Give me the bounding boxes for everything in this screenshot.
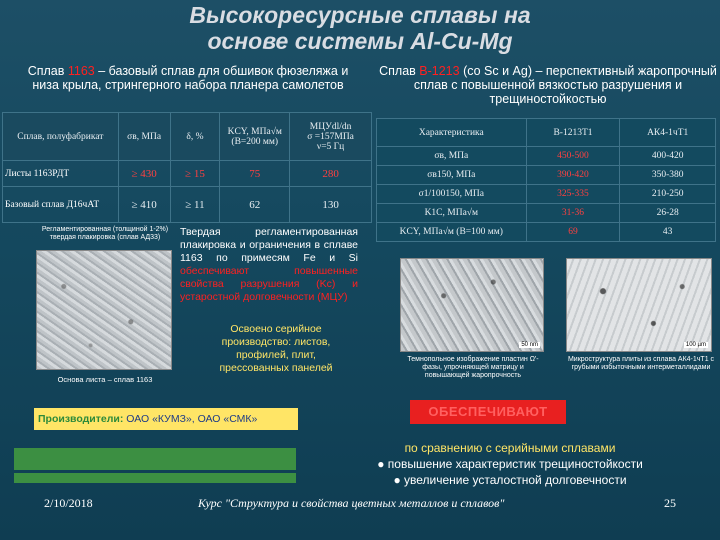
table-row (377, 147, 716, 166)
right-cell: σв, МПа (377, 147, 527, 166)
intermetallics-micrograph-image (566, 258, 712, 352)
omega-phase-micrograph-image (400, 258, 544, 352)
cladding-text-white: Твердая регламентированная плакировка и ограничения в сплаве 1163 по примесям Fe и Si (180, 226, 358, 264)
left-th-kcy-line1: KCY, МПа√м (227, 126, 282, 137)
benefit-item-fracture: ● повышение характеристик трещиностойкости (377, 457, 643, 471)
right-cell: KCY, МПа√м (B=100 мм) (377, 223, 527, 242)
producers-names: ОАО «КУМЗ», ОАО «СМК» (126, 413, 258, 425)
left-image2-caption: Основа листа – сплав 1163 (57, 375, 153, 384)
scale-bar-2: 100 µm (685, 342, 706, 348)
right-heading-prefix: Сплав (379, 64, 420, 78)
left-cell: 130 (290, 187, 372, 223)
left-th-alloy: Сплав, полуфабрикат (3, 113, 119, 161)
right-properties-table (376, 118, 716, 242)
left-image1-caption: Регламентированная (толщиной 1-2%) твердая плакировка (сплав АД33) (41, 226, 169, 241)
left-cell: 75 (220, 161, 290, 187)
right-table-header-row (377, 119, 716, 147)
right-cell: 210-250 (620, 185, 716, 204)
table-row (377, 185, 716, 204)
right-cell: K1C, МПа√м (377, 204, 527, 223)
decorative-green-block-1 (14, 448, 296, 470)
right-cell: 325-335 (526, 185, 620, 204)
right-image1-caption: Темнопольное изображение пластин Ω'-фазы, упрочняющей матрицу и повышающей жаропрочность (407, 356, 539, 379)
right-cell: 400-420 (620, 147, 716, 166)
right-th-char: Характеристика (377, 119, 527, 147)
right-cell: 450-500 (526, 147, 620, 166)
right-cell: 390-420 (526, 166, 620, 185)
left-cell: Базовый сплав Д16чАТ (3, 187, 119, 223)
right-cell: 69 (526, 223, 620, 242)
page-number: 25 (664, 496, 676, 510)
right-th-ak4: АК4-1чТ1 (620, 119, 716, 147)
left-th-sigma: σв, МПа (118, 113, 170, 161)
left-th-kcy-line2: (B=200 мм) (231, 136, 279, 147)
right-heading (378, 64, 718, 106)
left-th-mcu-line2: σ =157МПа (307, 131, 354, 142)
right-cell: 26-28 (620, 204, 716, 223)
left-th-delta: δ, % (170, 113, 220, 161)
left-alloy-name: 1163 (67, 64, 95, 78)
left-cell: ≥ 410 (118, 187, 170, 223)
left-cell: 62 (220, 187, 290, 223)
left-heading-prefix: Сплав (27, 64, 68, 78)
slide-title (100, 2, 620, 54)
scale-bar-1: 50 nm (521, 342, 538, 348)
left-cell: ≥ 11 (170, 187, 220, 223)
table-row (3, 161, 372, 187)
table-row (377, 204, 716, 223)
left-cell: ≥ 430 (118, 161, 170, 187)
producers-box (34, 408, 298, 430)
right-image2-caption: Микроструктура плиты из сплава АК4-1чТ1 с грубыми избыточными интерметаллидами (567, 356, 715, 371)
left-cell: 280 (290, 161, 372, 187)
right-cell: 43 (620, 223, 716, 242)
left-properties-table (2, 112, 372, 223)
left-heading (18, 64, 358, 92)
benefits-block (300, 440, 720, 488)
right-cell: σ1/100150, МПа (377, 185, 527, 204)
left-th-mcu-line3: ν=5 Гц (316, 141, 345, 152)
producers-label: Производители: (38, 413, 127, 425)
right-cell: σв150, МПа (377, 166, 527, 185)
cladding-micrograph-image (36, 250, 172, 370)
right-th-b1213: В-1213Т1 (526, 119, 620, 147)
right-heading-rest: (со Sc и Ag) – перспективный жаропрочный сплав с повышенной вязкостью разрушения и трещиностойкостью (413, 64, 717, 106)
footer-course: Курс "Структура и свойства цветных металлов и сплавов" (198, 496, 505, 510)
left-th-mcu (290, 113, 372, 161)
cladding-text-red: обеспечивают повышенные свойства разрушения (Kc) и устаростной долговечности (МЦУ) (180, 265, 358, 303)
left-heading-rest: – базовый сплав для обшивок фюзеляжа и низа крыла, стрингерного набора планера самолетов (32, 64, 349, 92)
ensures-badge: ОБЕСПЕЧИВАЮТ (410, 400, 566, 424)
left-th-kcy (220, 113, 290, 161)
table-row (377, 223, 716, 242)
table-row (377, 166, 716, 185)
left-cell: ≥ 15 (170, 161, 220, 187)
left-table-header-row (3, 113, 372, 161)
footer-date: 2/10/2018 (44, 496, 93, 510)
left-th-mcu-line1: МЦУdl/dn (309, 121, 352, 132)
right-cell: 350-380 (620, 166, 716, 185)
right-cell: 31-36 (526, 204, 620, 223)
benefit-item-fatigue: ● увеличение усталостной долговечности (393, 473, 627, 487)
left-cell: Листы 1163РДТ (3, 161, 119, 187)
benefits-intro: по сравнению с серийными сплавами (404, 441, 616, 455)
table-row (3, 187, 372, 223)
cladding-description (180, 226, 358, 304)
title-line-2: основе системы Al-Cu-Mg (207, 28, 513, 54)
decorative-green-block-2 (14, 473, 296, 483)
right-alloy-name: В-1213 (419, 64, 460, 78)
serial-production-text: Освоено серийное производство: листов, профилей, плит, прессованных панелей (219, 323, 333, 374)
title-line-1: Высокоресурсные сплавы на (189, 2, 531, 28)
